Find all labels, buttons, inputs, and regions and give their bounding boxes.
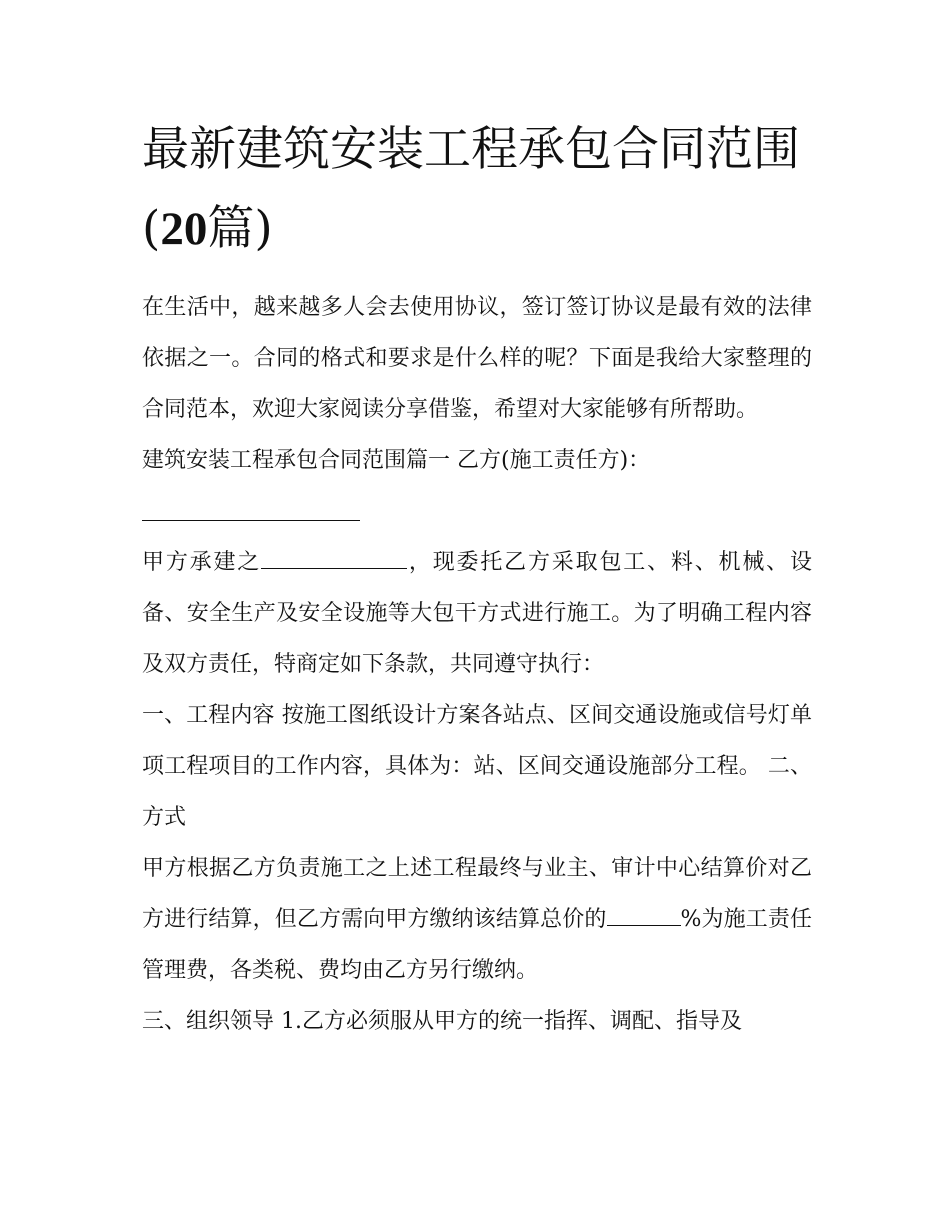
section-heading-party-b: 建筑安装工程承包合同范围篇一 乙方(施工责任方)： [142, 448, 651, 473]
party-b-blank-line [142, 486, 360, 521]
title-text-1: 最新建筑安装工程承包合同范围( [142, 122, 800, 256]
contract-terms-paragraph [142, 537, 812, 690]
percentage-blank [607, 924, 681, 926]
settlement-text-after: %为施工责任管理费，各类税、费均由乙方另行缴纳。 [142, 907, 812, 983]
settlement-text-before: 甲方根据乙方负责施工之上述工程最终与业主、审计中心结算价对乙方进行结算，但乙方需向甲方缴纳该结算总价的 [142, 856, 812, 932]
title-number: 20 [160, 203, 208, 255]
terms-text-before: 甲方承建之 [142, 550, 262, 575]
title-text-2: 篇) [207, 201, 273, 256]
work-content-paragraph: 一、工程内容 按施工图纸设计方案各站点、区间交通设施或信号灯单项工程项目的工作内容，具体为：站、区间交通设施部分工程。 二、方式 [142, 703, 812, 830]
intro-paragraph: 在生活中，越来越多人会去使用协议，签订签订协议是最有效的法律依据之一。合同的格式和要求是什么样的呢？下面是我给大家整理的合同范本，欢迎大家阅读分享借鉴，希望对大家能够有所帮助。 [142, 295, 812, 422]
terms-text-after: ，现委托乙方采取包工、料、机械、设备、安全生产及安全设施等大包干方式进行施工。为了明确工程内容及双方责任，特商定如下条款，共同遵守执行： [142, 550, 812, 677]
settlement-paragraph [142, 843, 812, 996]
document-title [142, 110, 812, 269]
organization-paragraph: 三、组织领导 1.乙方必须服从甲方的统一指挥、调配、指导及 [142, 1009, 742, 1034]
project-name-blank [261, 567, 407, 569]
document-page [142, 110, 812, 1047]
